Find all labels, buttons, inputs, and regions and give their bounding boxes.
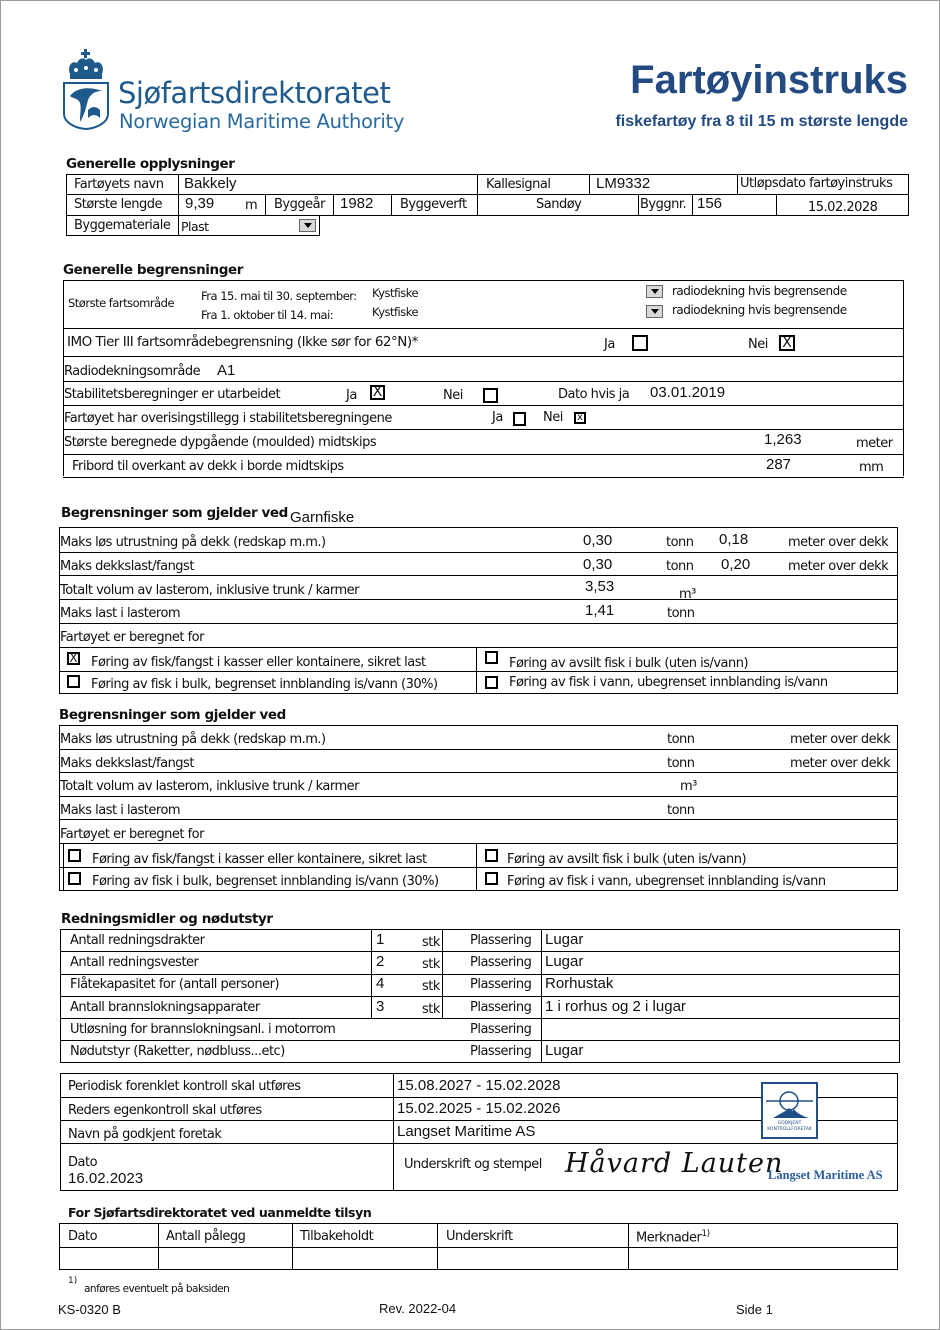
limits1-row-unit: tonn — [667, 606, 695, 621]
form-code: KS-0320 B — [58, 1302, 121, 1317]
placement-label: Plassering — [470, 977, 532, 992]
icing-yes-checkbox[interactable] — [513, 412, 526, 426]
crown-shield-icon — [62, 48, 110, 130]
company-field[interactable]: Langset Maritime AS — [397, 1123, 536, 1140]
limits1-row-label: Totalt volum av lasterom, inklusive trunk / karmer — [60, 583, 359, 598]
periodic-field[interactable]: 15.08.2027 - 15.02.2028 — [397, 1077, 561, 1094]
radio-note-1: radiodekning hvis begrensende — [672, 284, 847, 298]
limits1-heading: Begrensninger som gjelder ved — [61, 505, 288, 521]
safety-row-label: Flåtekapasitet for (antall personer) — [70, 977, 280, 992]
material-select[interactable]: Plast — [181, 219, 209, 234]
safety-row-count[interactable]: 3 — [376, 998, 385, 1015]
safety-row-label: Antall brannslokningsapparater — [70, 1000, 260, 1015]
limits1-row-unit: tonn — [666, 559, 694, 574]
inspection-heading: For Sjøfartsdirektoratet ved uanmeldte tilsyn — [68, 1205, 372, 1220]
owner-control-label: Reders egenkontroll skal utføres — [68, 1103, 262, 1118]
safety-row-placement[interactable]: Lugar — [545, 1042, 584, 1059]
imo-yes-checkbox[interactable] — [632, 335, 648, 351]
safety-row-placement[interactable]: 1 i rorhus og 2 i lugar — [545, 998, 686, 1015]
signature: Håvard Lauten — [565, 1148, 784, 1179]
company-label: Navn på godkjent foretak — [68, 1127, 222, 1142]
build-no-field[interactable]: 156 — [697, 195, 723, 212]
limits2-option-label: Føring av fisk i vann, ubegrenset innblanding is/vann — [507, 874, 826, 889]
limits1-row-label: Maks last i lasterom — [60, 606, 181, 621]
footnote-marker-text: 1) — [68, 1276, 78, 1286]
vessel-name-field[interactable]: Bakkely — [184, 175, 237, 192]
stability-no-label: Nei — [443, 388, 463, 403]
stability-yes-label: Ja — [346, 388, 357, 403]
inspection-col-header: Tilbakeholdt — [300, 1229, 374, 1244]
safety-row-unit: stk — [422, 979, 440, 994]
stability-date-field[interactable]: 03.01.2019 — [650, 384, 726, 401]
limits2-option-checkbox[interactable] — [68, 872, 81, 885]
limits1-row-height[interactable]: 0,20 — [721, 556, 751, 573]
limits2-row-height-unit: meter over dekk — [790, 732, 891, 747]
safety-row-unit: stk — [422, 957, 440, 972]
imo-no-checkbox[interactable]: X — [779, 335, 795, 351]
limits1-option-checkbox[interactable] — [485, 676, 498, 689]
approved-company-badge-icon — [763, 1084, 816, 1120]
sdir-logo — [62, 48, 405, 134]
badge-line-1: GODKJENT — [777, 1121, 802, 1126]
shipyard-label: Byggeverft — [400, 197, 467, 212]
icing-no-checkbox[interactable]: x — [574, 412, 586, 424]
limits1-option-checkbox[interactable] — [67, 675, 80, 688]
build-no-label: Byggnr. — [640, 197, 687, 212]
date-field[interactable]: 16.02.2023 — [68, 1170, 144, 1187]
freeboard-unit: mm — [859, 460, 884, 475]
imo-label: IMO Tier III fartsområdebegrensning (Ikke sør for 62°N)* — [67, 334, 418, 350]
limits2-option-checkbox[interactable] — [68, 849, 81, 862]
inspection-col-header: Antall pålegg — [166, 1229, 246, 1244]
safety-row-label: Nødutstyr (Raketter, nødbluss...etc) — [70, 1044, 285, 1059]
summer-period-label: Fra 15. mai til 30. september: — [201, 289, 357, 303]
safety-row-unit: stk — [422, 935, 440, 950]
footnote-marker: 1) — [701, 1229, 710, 1239]
limits1-gear-field[interactable]: Garnfiske — [290, 509, 355, 526]
inspection-col-header: Underskrift — [446, 1229, 513, 1244]
limits1-option-label: Føring av avsilt fisk i bulk (uten is/vann) — [509, 656, 749, 671]
limits2-heading: Begrensninger som gjelder ved — [59, 707, 286, 723]
limits1-intended-label: Fartøyet er beregnet for — [60, 630, 204, 645]
limits1-row-unit: tonn — [666, 535, 694, 550]
limits2-row-unit: m³ — [680, 779, 697, 794]
limits1-row-value[interactable]: 1,41 — [585, 602, 615, 619]
limits1-row-height-unit: meter over dekk — [788, 535, 889, 550]
length-label: Største lengde — [74, 197, 162, 212]
safety-row-count[interactable]: 4 — [376, 975, 385, 992]
placement-label: Plassering — [470, 1000, 532, 1015]
limits1-option-label: Føring av fisk/fangst i kasser eller kontainere, sikret last — [91, 655, 426, 670]
limits2-intended-label: Fartøyet er beregnet for — [60, 827, 204, 842]
stability-no-checkbox[interactable] — [483, 388, 498, 403]
date-label: Dato — [68, 1155, 98, 1170]
imo-yes-label: Ja — [604, 337, 615, 352]
length-unit: m — [245, 198, 258, 213]
general-info-heading: Generelle opplysninger — [66, 156, 235, 172]
safety-row-unit: stk — [422, 1002, 440, 1017]
shipyard-field[interactable]: Sandøy — [536, 197, 582, 212]
call-sign-label: Kallesignal — [486, 177, 551, 192]
limits1-option-label: Føring av fisk i bulk, begrenset innblanding is/vann (30%) — [91, 677, 438, 692]
limits1-row-label: Maks løs utrustning på dekk (redskap m.m.) — [60, 535, 326, 550]
expiry-date-field[interactable]: 15.02.2028 — [808, 200, 878, 215]
freeboard-field[interactable]: 287 — [766, 456, 792, 473]
safety-row-placement[interactable]: Rorhustak — [545, 975, 614, 992]
material-dropdown-arrow-icon[interactable] — [299, 219, 316, 232]
periodic-label: Periodisk forenklet kontroll skal utføres — [68, 1079, 301, 1094]
limits2-option-label: Føring av fisk/fangst i kasser eller kontainere, sikret last — [92, 852, 427, 867]
draught-field[interactable]: 1,263 — [764, 431, 802, 448]
limits2-row-label: Totalt volum av lasterom, inklusive trunk / karmer — [60, 779, 359, 794]
limits1-option-label: Føring av fisk i vann, ubegrenset innblanding is/vann — [509, 675, 828, 690]
limits2-row-label: Maks last i lasterom — [60, 803, 181, 818]
placement-label: Plassering — [470, 955, 532, 970]
limits2-option-checkbox[interactable] — [485, 872, 498, 885]
build-year-label: Byggeår — [274, 197, 325, 212]
safety-row-count[interactable]: 2 — [376, 953, 385, 970]
build-year-field[interactable]: 1982 — [340, 195, 374, 212]
inspection-col-header — [636, 1229, 710, 1245]
radio-note-2: radiodekning hvis begrensende — [672, 303, 847, 317]
limits2-option-label: Føring av avsilt fisk i bulk (uten is/vann) — [507, 852, 747, 867]
icing-label: Fartøyet har overisingstillegg i stabilitetsberegningene — [64, 411, 392, 426]
document-subtitle: fiskefartøy fra 8 til 15 m største lengde — [615, 113, 908, 130]
winter-period-label: Fra 1. oktober til 14. mai: — [201, 308, 334, 322]
area-label: Største fartsområde — [68, 296, 175, 310]
radio-area-label: Radiodekningsområde — [64, 364, 201, 379]
safety-row-label: Antall redningsdrakter — [70, 933, 205, 948]
limits2-row-unit: tonn — [667, 756, 695, 771]
badge-text — [763, 1121, 816, 1133]
limits1-row-value[interactable]: 0,30 — [583, 532, 613, 549]
vessel-name-label: Fartøyets navn — [74, 177, 164, 192]
limits1-row-height[interactable]: 0,18 — [719, 531, 749, 548]
placement-label: Plassering — [470, 1044, 532, 1059]
limits2-row-label: Maks dekkslast/fangst — [60, 756, 194, 771]
freeboard-label: Fribord til overkant av dekk i borde midtskips — [72, 459, 344, 474]
radio-area-field[interactable]: A1 — [217, 362, 236, 379]
company-stamp: Langset Maritime AS — [768, 1168, 883, 1182]
limits2-option-checkbox[interactable] — [485, 849, 498, 862]
safety-row-placement[interactable]: Lugar — [545, 953, 584, 970]
stability-date-label: Dato hvis ja — [558, 387, 630, 402]
revision: Rev. 2022-04 — [379, 1301, 457, 1316]
safety-heading: Redningsmidler og nødutstyr — [61, 911, 273, 927]
safety-row-placement[interactable]: Lugar — [545, 931, 584, 948]
placement-label: Plassering — [470, 933, 532, 948]
inspection-col-header: Dato — [68, 1229, 98, 1244]
limits2-row-label: Maks løs utrustning på dekk (redskap m.m.) — [60, 732, 326, 747]
document-title: Fartøyinstruks — [630, 58, 908, 102]
limits1-row-value[interactable]: 3,53 — [585, 578, 615, 595]
draught-unit: meter — [856, 436, 893, 451]
footnote-text: anføres eventuelt på baksiden — [84, 1283, 230, 1295]
placement-label: Plassering — [470, 1022, 532, 1037]
safety-row-label: Utløsning for brannslokningsanl. i motorrom — [70, 1022, 336, 1037]
winter-area-select[interactable]: Kystfiske — [372, 305, 419, 319]
length-field[interactable]: 9,39 — [185, 195, 215, 212]
remarks-header-text: Merknader — [636, 1230, 702, 1246]
owner-control-field[interactable]: 15.02.2025 - 15.02.2026 — [397, 1100, 561, 1117]
limits1-row-unit: m³ — [679, 587, 696, 602]
limits1-row-height-unit: meter over dekk — [788, 559, 889, 574]
radio-dropdown-1-arrow-icon[interactable] — [646, 285, 663, 298]
stability-yes-checkbox[interactable]: X — [370, 385, 385, 400]
icing-yes-label: Ja — [492, 410, 503, 425]
expiry-label: Utløpsdato fartøyinstruks — [740, 176, 893, 191]
call-sign-field[interactable]: LM9332 — [596, 175, 651, 192]
material-label: Byggemateriale — [74, 218, 171, 233]
limits2-row-unit: tonn — [667, 732, 695, 747]
imo-no-label: Nei — [748, 337, 768, 352]
badge-line-2: KONTROLLFORETAK — [767, 1127, 812, 1132]
limits1-option-checkbox[interactable] — [485, 651, 498, 664]
general-limits-heading: Generelle begrensninger — [63, 262, 243, 278]
limits1-row-label: Maks dekkslast/fangst — [60, 559, 194, 574]
logo-name: Sjøfartsdirektoratet — [118, 76, 391, 110]
page-number: Side 1 — [736, 1302, 773, 1317]
logo-subtitle: Norwegian Maritime Authority — [119, 110, 405, 133]
safety-row-label: Antall redningsvester — [70, 955, 199, 970]
signature-label: Underskrift og stempel — [404, 1157, 542, 1172]
limits1-option-checkbox[interactable]: X — [67, 652, 80, 665]
approved-company-badge — [761, 1082, 818, 1139]
stability-label: Stabilitetsberegninger er utarbeidet — [64, 387, 281, 402]
draught-label: Største beregnede dypgående (moulded) midtskips — [64, 435, 377, 450]
limits2-option-label: Føring av fisk i bulk, begrenset innblanding is/vann (30%) — [92, 874, 439, 889]
limits2-row-unit: tonn — [667, 803, 695, 818]
safety-row-count[interactable]: 1 — [376, 931, 385, 948]
radio-dropdown-2-arrow-icon[interactable] — [646, 305, 663, 318]
limits1-row-value[interactable]: 0,30 — [583, 556, 613, 573]
limits2-row-height-unit: meter over dekk — [790, 756, 891, 771]
icing-no-label: Nei — [543, 410, 563, 425]
summer-area-select[interactable]: Kystfiske — [372, 286, 419, 300]
